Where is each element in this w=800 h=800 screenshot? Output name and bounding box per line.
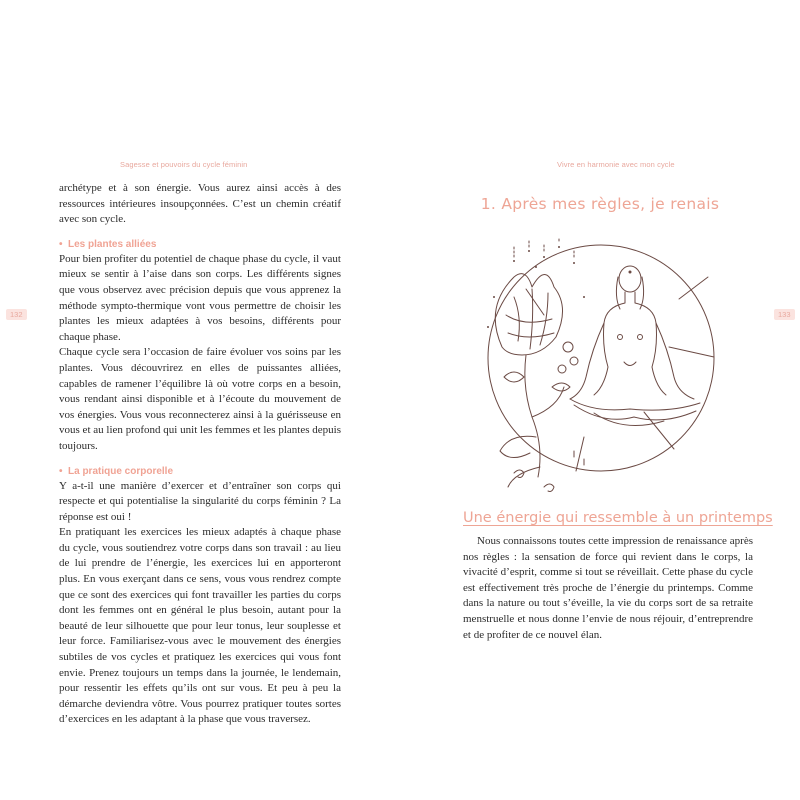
ray-line	[644, 412, 674, 449]
running-head-left: Sagesse et pouvoirs du cycle féminin	[120, 160, 248, 169]
bullet-icon: •	[59, 465, 63, 477]
paragraph: Y a-t-il une manière d’exercer et d’entraîner son corps qui respecte et qui potentialise la singularité du corps féminin ? La réponse est oui !	[59, 479, 341, 523]
intro-paragraph: archétype et à son énergie. Vous aurez ainsi accès à des ressources intérieures insoupçonnées. C’est un chemin créatif avec son cycle.	[59, 182, 341, 226]
paragraph: Pour bien profiter du potentiel de chaque phase du cycle, il vaut mieux se sentir à l’aise dans son corps. Les différents signes que vous observez avec précision depuis que vous apprenez la méthode sympto-thermique vont vous permettre de choisir les plantes les mieux adaptées à vos besoins, différents pour chaque phase.	[59, 252, 341, 343]
paragraph: En pratiquant les exercices les mieux adaptés à chaque phase du cycle, vous soutiendrez votre corps dans son travail : au lieu de lui prendre de l’énergie, les exercices lui en apporteront plus. En vous exerçant dans ce sens, vous vous rendrez compte que ce sont des exercices qui font travailler les parties du corps dont les femmes ont en général le plus besoin, autant pour la beauté de leur silhouette que pour leur tonus, leur souplesse et leur force. Familiarisez-vous avec le mouvement des énergies subtiles de vos cycles et pratiquez les exercices qui vous font envie. Prenez toujours un temps dans la journée, le lendemain, pour ressentir les effets qu’ils ont sur vous. Et peu à peu la démarche deviendra vôtre. Vous pourrez pratiquer toutes sortes d’exercices en les adaptant à la phase que vous traversez.	[59, 526, 341, 726]
bullet-icon: •	[59, 238, 63, 250]
meditating-woman-lotus-flower-illustration	[474, 237, 724, 499]
section-heading-text: Les plantes alliées	[68, 238, 157, 250]
ray-line	[576, 437, 584, 471]
circle-frame	[488, 245, 714, 471]
chapter-title: 1. Après mes règles, je renais	[480, 195, 720, 214]
left-text-column	[59, 181, 341, 728]
subheading: Une énergie qui ressemble à un printemps	[463, 510, 773, 526]
ray-line	[669, 347, 714, 357]
right-text-column	[463, 534, 753, 643]
paragraph: Chaque cycle sera l’occasion de faire évoluer vos soins par les plantes. Vous découvrirez en elles de puissantes alliées, capables de ramener l’équilibre là où votre corps en a besoin, vous rendant ainsi disponible et à l’écoute du mouvement de vos énergies. Vous vous reconnecterez ainsi à la guérisseuse en vous et au lien profond qui unit les femmes et les plantes depuis toujours.	[59, 346, 341, 452]
section-heading-plantes	[59, 238, 341, 251]
paragraph: Nous connaissons toutes cette impression de renaissance après nos règles : la sensation de force qui revient dans le corps, la vivacité d’esprit, comme si tout se réveillait. Cette phase du cycle est effectivement très proche de l’énergie du printemps. Comme dans la nature ou tout s’éveille, la vie du corps sort de sa retraite menstruelle et nous donne l’envie de nous réjouir, d’entreprendre et de profiter de ce nouvel élan.	[463, 535, 753, 641]
right-page	[400, 0, 800, 800]
page-number-right: 133	[774, 309, 795, 320]
section-heading-text: La pratique corporelle	[68, 465, 174, 477]
section-heading-pratique	[59, 465, 341, 478]
ray-line	[526, 289, 544, 315]
page-number-left: 132	[6, 309, 27, 320]
running-head-right: Vivre en harmonie avec mon cycle	[557, 160, 675, 169]
